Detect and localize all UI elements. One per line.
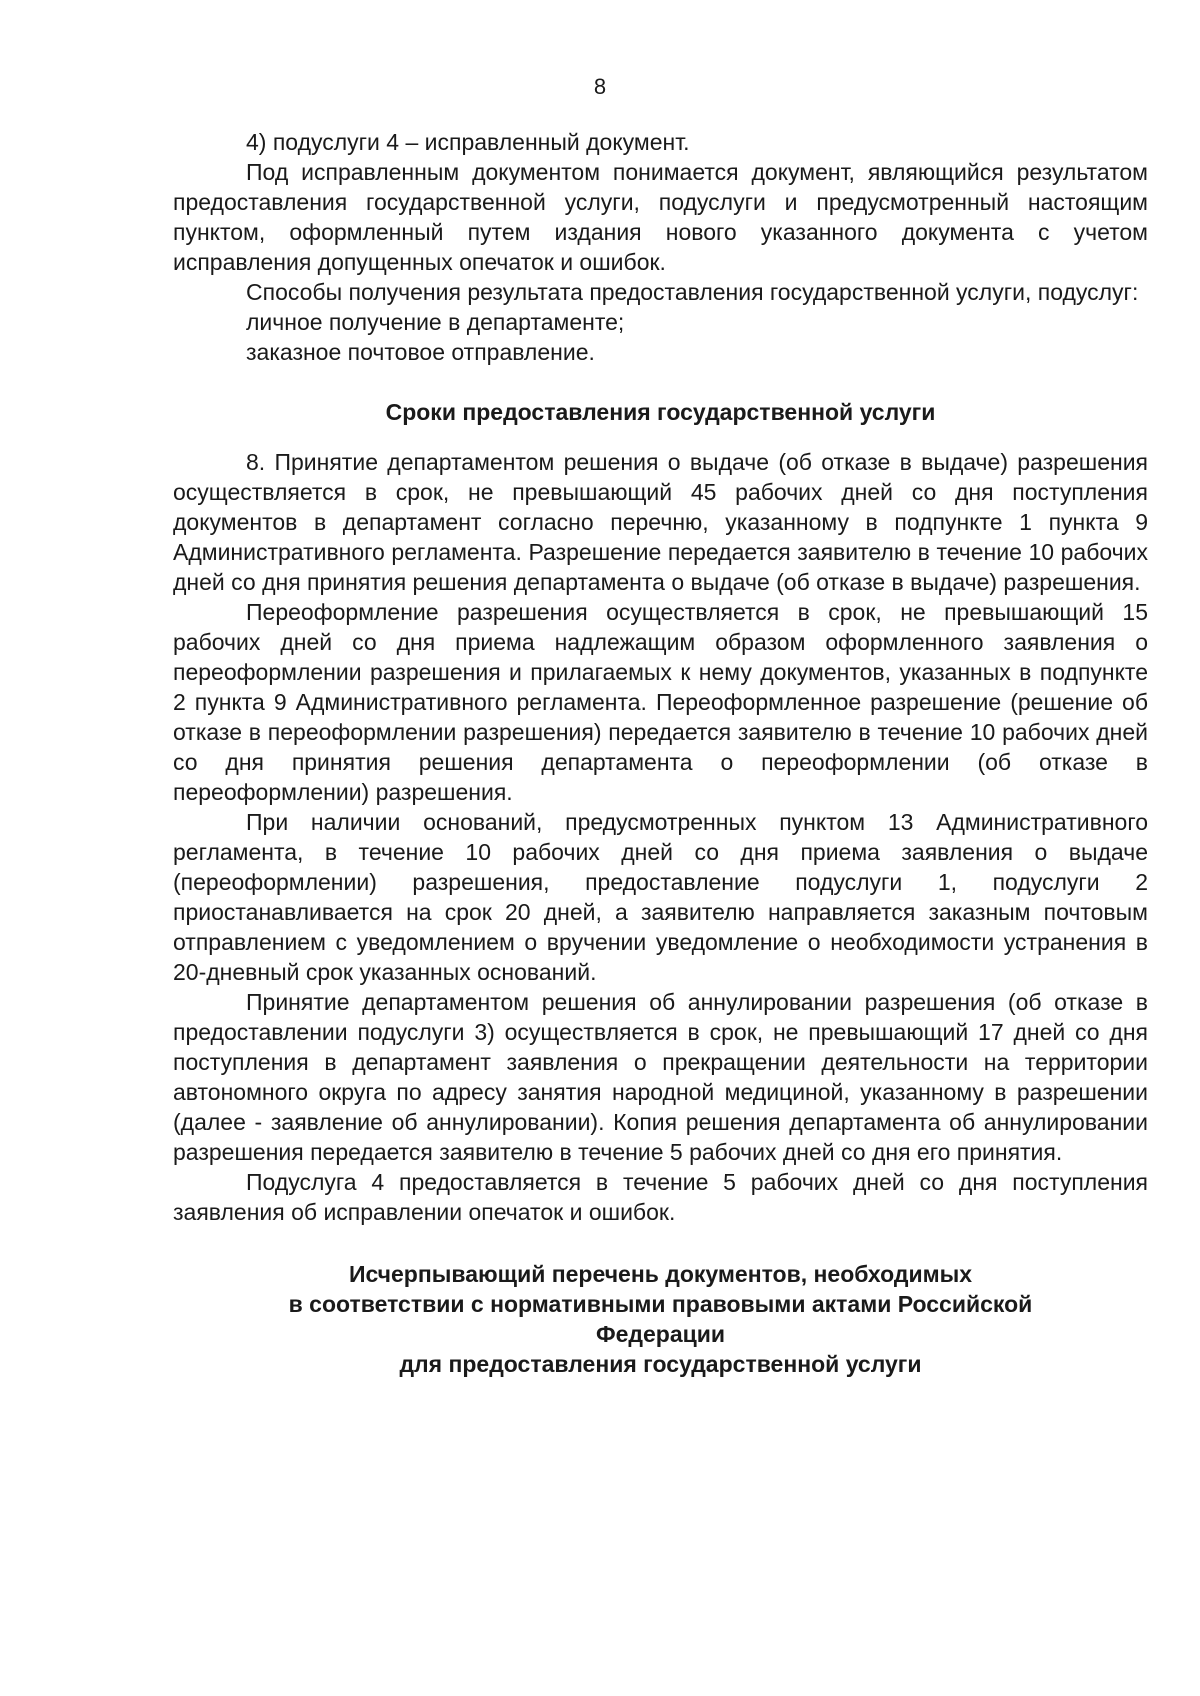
section-heading-documents [173,1259,1148,1379]
terms-paragraph: При наличии оснований, предусмотренных пунктом 13 Административного регламента, в течение 10 рабочих дней со дня приема заявления о выдаче (переоформлении) разрешения, предоставление подуслуги 1, подуслуги 2 приостанавливается на срок 20 дней, а заявителю направляется заказным почтовым отправлением с уведомлением о вручении уведомление о необходимости устранения в 20-дневный срок указанных оснований. [173,809,1148,985]
page-number: 8 [593,74,607,99]
heading-line: Исчерпывающий перечень документов, необходимых [348,1261,973,1287]
terms-paragraph: 8. Принятие департаментом решения о выдаче (об отказе в выдаче) разрешения осуществляется в срок, не превышающий 45 рабочих дней со дня поступления документов в департамент согласно перечню, указанному в подпункте 1 пункта 9 Административного регламента. Разрешение передается заявителю в течение 10 рабочих дней со дня принятия решения департамента о выдаче (об отказе в выдаче) разрешения. [173,449,1148,595]
heading-line: в соответствии с нормативными правовыми актами Российской [288,1291,1033,1317]
method-item: заказное почтовое отправление. [246,339,595,365]
section-heading-terms: Сроки предоставления государственной услуги [385,399,936,425]
terms-paragraph: Переоформление разрешения осуществляется в срок, не превышающий 15 рабочих дней со дня приема надлежащим образом оформленного заявления о переоформлении разрешения и прилагаемых к нему документов, указанных в подпункте 2 пункта 9 Административного регламента. Переоформленное разрешение (решение об отказе в переоформлении разрешения) передается заявителю в течение 10 рабочих дней со дня принятия решения департамента о переоформлении (об отказе в переоформлении) разрешения. [173,599,1148,805]
heading-line: Федерации [595,1321,726,1347]
definition-paragraph: Под исправленным документом понимается документ, являющийся результатом предоставления государственной услуги, подуслуги и предусмотренный настоящим пунктом, оформленный путем издания нового указанного документа с учетом исправления допущенных опечаток и ошибок. [173,159,1148,275]
terms-paragraph: Принятие департаментом решения об аннулировании разрешения (об отказе в предоставлении подуслуги 3) осуществляется в срок, не превышающий 17 дней со дня поступления в департамент заявления о прекращении деятельности на территории автономного округа по адресу занятия народной медициной, указанному в разрешении (далее - заявление об аннулировании). Копия решения департамента об аннулировании разрешения передается заявителю в течение 5 рабочих дней со дня его принятия. [173,989,1148,1165]
page-content [173,127,1148,1379]
item-4-paragraph: 4) подуслуги 4 – исправленный документ. [246,129,690,155]
methods-intro-paragraph: Способы получения результата предоставления государственной услуги, подуслуг: [246,279,1139,305]
terms-paragraph: Подуслуга 4 предоставляется в течение 5 рабочих дней со дня поступления заявления об исправлении опечаток и ошибок. [173,1169,1148,1225]
heading-line: для предоставления государственной услуги [399,1351,922,1377]
method-item: личное получение в департаменте; [246,309,625,335]
